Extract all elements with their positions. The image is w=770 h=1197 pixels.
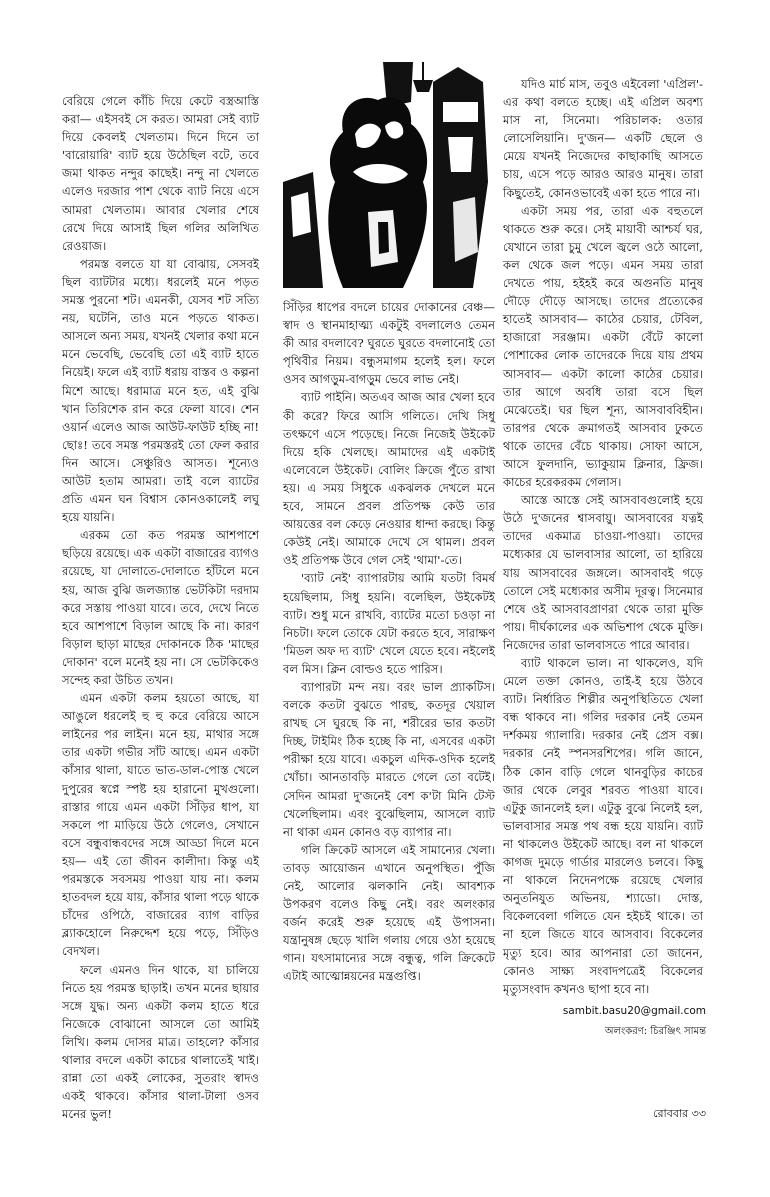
article-column-3 xyxy=(503,75,703,998)
paragraph: ফলে এমনও দিন থাকে, যা চালিয়ে নিতে হয় পরমস্ত ছাড়াই। তখন মনের ছায়ার সঙ্গে যুদ্ধ। অন্য একটা কলম হাতে ধরে নিজেকে বোঝানো আসলে তো আমিই লিখি। কলম দোসর মাত্র। তাহলে? কাঁসার থালার বদলে একটা কাচের থালাতেই খাই। রান্না তো একই লোকের, সুতরাং স্বাদও একই থাকবে। কাঁসার থালা-টালা ওসব মনের ভুল! xyxy=(62,962,259,1122)
page-footer: রোববার ৩৩ xyxy=(653,1107,706,1120)
paragraph: এরকম তো কত পরমস্ত আশপাশে ছড়িয়ে রয়েছে। এক একটা বাজারের ব্যাগও রয়েছে, যা দোলাতে-দোলাতে হাঁটলে মনে হয়, আজ বুঝি জলজ্যান্ত ভেটকিটা দরদাম করে সস্তায় পাওয়া যাবে। তবে, দেখে নিতে হবে আশপাশে বিড়াল আছে কি না। কারণ বিড়াল ছাড়া মাছের দোকানকে ঠিক 'মাছের দোকান' বলে মনেই হয় না। সে ভেটকিকেও সন্দেহ করা উচিত তখন। xyxy=(62,528,259,687)
author-email[interactable]: sambit.basu20@gmail.com xyxy=(562,1005,706,1017)
paragraph: 'ব্যাট নেই' ব্যাপারটায় আমি যতটা বিমর্ষ হয়েছিলাম, সিধু হয়নি। বলেছিল, উইকেটই ব্যাট। শুধু মনে রাখবি, ব্যাটের মতো চওড়া না নিচটা। ফলে তোকে যেটা করতে হবে, সারাক্ষণ 'মিডল অফ দ্য ব্যাট' খেলে যেতে হবে। নইলেই বল মিস। ক্লিন বোল্ডও হতে পারিস। xyxy=(283,571,495,676)
article-column-2 xyxy=(283,298,495,986)
article-column-1 xyxy=(62,92,259,1123)
paragraph: সিঁড়ির ধাপের বদলে চায়ের দোকানের বেঞ্চ— স্বাদ ও স্থানমাহাত্ম্য একটুই বদলালেও তেমন কী আর বদলাবে? ঘুরতে ঘুরতে বদলানোই তো পৃথিবীর নিয়ম। বন্ধুসমাগম হলেই হল। ফলে ওসব আগড়ুম-বাগড়ুম ভেবে লাভ নেই। xyxy=(283,300,495,387)
paragraph: একটা সময় পর, তারা এক বহুতলে থাকতে শুরু করে। সেই মায়াবী আশ্চর্য ঘর, যেখানে তারা চুমু খেলে জ্বলে ওঠে আলো, কল থেকে জল পড়ে। এমন সময় তারা দেখতে পায়, হইহই করে অগুনতি মানুষ দৌড়ে দৌড়ে আসছে। তাদের প্রত্যেকের হাতেই আসবাব— কাঠের চেয়ার, টেবিল, হাজারো সরঞ্জাম। একটা বেঁটে কালো পোশাকের লোক তাদেরকে দিয়ে যায় প্রথম আসবাব— একটা কালো কাঠের চেয়ার। তার আগে অবধি তারা বসে ছিল মেঝেতেই। ঘর ছিল শূন্য, আসবাববিহীন। তারপর থেকে ক্রমাগতই আসবাব ঢুকতে থাকে তাদের বেঁচে থাকায়। সোফা আসে, আসে ফুলদানি, ভ্যাকুয়াম ক্লিনার, ফ্রিজ। কাচের হরেকরকম গেলাস। xyxy=(503,203,703,490)
couple-embrace-illustration xyxy=(283,62,495,288)
paragraph: ব্যাট পাইনি। অতএব আজ আর খেলা হবে কী করে? ফিরে আসি গলিতে। দেখি সিধু তৎক্ষণে এসে পড়েছে। নিজে নিজেই উইকেট দিয়ে হকি খেলছে। আমাদের এই একটাই এলেবেলে উইকেট। বোলিং ক্রিজে পুঁতে রাখা হয়। এ সময় সিধুকে একঝলক দেখলে মনে হবে, সামনে প্রবল প্রতিপক্ষ কেউ তার আয়ত্তের বল কেড়ে নেওয়ার ধান্দা করছে। কিন্তু কেউই নেই। আমাকে দেখে সে থামল। প্রবল ওই প্রতিপক্ষ উবে গেল সেই 'থামা'-তে। xyxy=(283,390,495,568)
paragraph: যদিও মার্চ মাস, তবুও এইবেলা 'এপ্রিল'-এর কথা বলতে হচ্ছে। এই এপ্রিল অবশ্য মাস না, সিনেমা। পরিচালক: ওতার লোসেলিয়ানি। দু'জন— একটি ছেলে ও মেয়ে যখনই নিজেদের কাছাকাছি আসতে চায়, এসে পড়ে আরও আরও মানুষ। তারা কিছুতেই, কোনওভাবেই একা হতে পারে না। xyxy=(503,77,703,200)
illustration-svg xyxy=(283,62,495,288)
paragraph: ব্যাপারটা মন্দ নয়। বরং ভাল প্র্যাকটিস। বলকে কতটা বুঝতে পারছ, কতদূর খেয়াল রাখছ সে ঘুরছে কি না, শরীরের ভার কতটা দিচ্ছ, টাইমিং ঠিক হচ্ছে কি না, এসবের একটা পরীক্ষা হয়ে যাবে। একচুল এদিক-ওদিক হলেই খোঁচা। আনতাবড়ি মারতে গেলে তো বটেই। সেদিন আমরা দু'জনেই বেশ ক'টা মিনি টেস্ট খেলেছিলাম। এবং বুঝেছিলাম, আসলে ব্যাট না থাকা এমন কোনও বড় ব্যাপার না। xyxy=(283,679,495,839)
paragraph: গলি ক্রিকেট আসলে এই সামান্যের খেলা। তাবড় আয়োজন এখানে অনুপস্থিত। পুঁজি নেই, আলোর ঝলকানি নেই। আবশ্যক উপকরণ বলেও কিছু নেই। বরং অলংকার বর্জন করেই শুরু হয়েছে এই উপাসনা। যন্ত্রানুষঙ্গ ছেড়ে খালি গলায় গেয়ে ওঠা হয়েছে গান। যৎসামান্যের সঙ্গে বন্ধুত্ব, গলি ক্রিকেটে এটাই আত্মোন্নয়নের মন্ত্রগুপ্তি। xyxy=(283,842,495,984)
paragraph: বেরিয়ে গেলে কাঁচি দিয়ে কেটে বস্ত্রআস্তি করা— এইসবই সে করত। আমরা সেই ব্যাট দিয়ে কেবলই খেলতাম। দিনে দিনে তা 'বারোয়ারি' ব্যাট হয়ে উঠেছিল বটে, তবে জমা থাকত নন্দুর কাছেই। নন্দু না খেলতে এলেও দরজার পাশ থেকে ব্যাট নিয়ে এসে আমরা খেলতাম। আবার খেলার শেষে রেখে দিয়ে আসাই ছিল গলির অলিখিত রেওয়াজ। xyxy=(62,94,259,253)
paragraph: ব্যাট থাকলে ভাল। না থাকলেও, যদি মেলে তক্তা কোনও, তাই-ই হয়ে উঠবে ব্যাট। নির্ধারিত শিল্পীর অনুপস্থিতিতে খেলা বন্ধ থাকবে না। গলির দরকার নেই তেমন দর্শকময় গ্যালারি। দরকার নেই প্রেস বক্স। দরকার নেই স্পনসরশিপের। গলি জানে, ঠিক কোন বাড়ি গেলে থানবুড়ির কাচের জার থেকে লেবুর শরবত পাওয়া যাবে। এটুকু জানলেই হল। এটুকু বুঝে নিলেই হল, ভালবাসার সমস্ত পথ বন্ধ হয়ে যায়নি। ব্যাট না থাকলেও উইকেট আছে। বল না থাকলে কাগজ দুমড়ে গার্ডার মারলেও চলবে। কিছু না থাকলে নিদেনপক্ষে রয়েছে খেলার অনুতনিযুত অভিনয়, শ্যাডো। দোস্ত, বিকেলবেলা গলিতে যেন হইচই থাকে। তা না হলে জিতে যাবে আসবাব। বিকেলের মৃত্যু হবে। আর আপনারা তো জানেন, কোনও সাক্ষ্য সংবাদপত্রেই বিকেলের মৃত্যুসংবাদ কখনও ছাপা হবে না। xyxy=(503,656,703,996)
paragraph: পরমস্ত বলতে যা যা বোঝায়, সেসবই ছিল ব্যাটটার মধ্যে। ধরলেই মনে পড়ত সমস্ত পুরনো শট। এমনকী, যেসব শট সত্যি নয়, ঘটেনি, তাও মনে পড়তে থাকত। আসলে অন্য সময়, যখনই খেলার কথা মনে মনে ভেবেছি, ভেবেছি তো এই ব্যাট হাতে নিয়েই। ফলে এই ব্যাট ধরায় বাস্তব ও কল্পনা মিশে আছে। ধরামাত্র মনে হত, এই বুঝি খান তিরিশেক রান করে ফেলা যাবে। শেন ওয়ার্ন এলেও আজ আউট-ফাউট হচ্ছি না! ছোঃ! তবে সমস্ত পরমস্তরই তো ফেল করার দিন আসে। সেঞ্চুরিও আসত। শূন্যেও আউট হতাম আমরা। তাই বলে ব্যাটের প্রতি এমন ঘন বিশ্বাস কোনওকালেই লঘু হয়ে যায়নি। xyxy=(62,256,259,525)
illustration-credit: অলংকরণ: চিরঞ্জিৎ সামন্ত xyxy=(604,1026,706,1037)
paragraph: আস্তে আস্তে সেই আসবাবগুলোই হয়ে উঠে দু'জনের শ্বাসবায়ু। আসবাবের যত্নই তাদের একমাত্র চাওয়া-পাওয়া। তাদের মধ্যেকার যে ভালবাসার আলো, তা হারিয়ে যায় আসবাবের জঙ্গলে। আসবাবই গড়ে তোলে সেই মধ্যেকার অসীম দূরত্ব। সিনেমার শেষে ওই আসবাবপ্রাণরা থেকে তারা মুক্তি পায়। দীর্ঘকালের এক অভিশাপ থেকে মুক্তি। নিজেদের তারা ভালবাসতে পারে আবার। xyxy=(503,493,703,652)
paragraph: এমন একটা কলম হয়তো আছে, যা আঙুলে ধরলেই হু হু করে বেরিয়ে আসে লাইনের পর লাইন। মনে হয়, মাথার সঙ্গে তার একটা গভীর সাঁট আছে। এমন একটা কাঁসার থালা, যাতে ভাত-ডাল-পোস্ত খেলে দুপুরের স্বপ্নে স্পষ্ট হয় হারানো মুখগুলো। রাস্তার গায়ে এমন একটা সিঁড়ির ধাপ, যা সকলে পা মাড়িয়ে উঠে গেলেও, সেখানে বসে বন্ধুবান্ধবদের সঙ্গে আড্ডা দিলে মনে হয়— এই তো জীবন কালীদা। কিন্তু এই পরমস্তকে সবসময় পাওয়া যায় না। কলম হাতবদল হয়ে যায়, কাঁসার থালা পড়ে থাকে চাঁদের ওপিঠে, বাজারের ব্যাগ বাড়ির ব্ল্যাকহোলে নিরুদ্দেশ হয়ে পড়ে, সিঁড়িও বেদখল। xyxy=(62,691,259,959)
